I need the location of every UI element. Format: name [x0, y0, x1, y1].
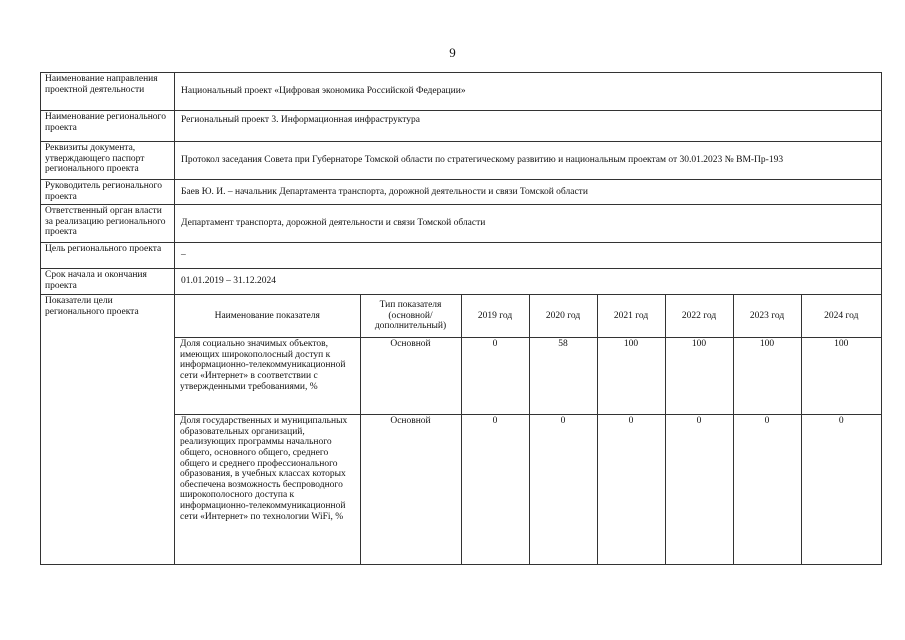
table-row — [41, 142, 882, 180]
header-year: 2021 год — [597, 295, 665, 338]
indicator-row — [175, 415, 881, 564]
indicator-value: 0 — [801, 415, 881, 564]
indicator-value: 100 — [597, 338, 665, 415]
indicator-value: 0 — [733, 415, 801, 564]
indicator-value: 0 — [461, 338, 529, 415]
indicators-label: Показатели цели регионального проекта — [41, 295, 175, 565]
project-passport-table — [40, 72, 882, 565]
header-year: 2022 год — [665, 295, 733, 338]
table-row — [41, 243, 882, 269]
indicator-row — [175, 338, 881, 415]
row-label: Срок начала и окончания проекта — [41, 269, 175, 295]
row-value: Национальный проект «Цифровая экономика Российской Федерации» — [175, 73, 882, 111]
page-number: 9 — [449, 45, 456, 60]
row-value: Протокол заседания Совета при Губернаторе Томской области по стратегическому развитию и национальным проектам от 30.01.2023 № ВМ-Пр-193 — [175, 142, 882, 180]
table-row — [41, 73, 882, 111]
row-label: Цель регионального проекта — [41, 243, 175, 269]
indicator-value: 100 — [733, 338, 801, 415]
table-row — [41, 111, 882, 142]
table-row — [41, 205, 882, 243]
row-value: Региональный проект 3. Информационная инфраструктура — [175, 111, 882, 142]
row-label: Руководитель регионального проекта — [41, 180, 175, 205]
header-indicator-name: Наименование показателя — [175, 295, 360, 338]
indicators-cell — [175, 295, 882, 565]
row-value: – — [175, 243, 882, 269]
indicators-table — [175, 295, 881, 564]
indicator-type: Основной — [360, 338, 461, 415]
indicator-value: 0 — [597, 415, 665, 564]
row-label: Ответственный орган власти за реализацию регионального проекта — [41, 205, 175, 243]
row-label: Наименование направления проектной деятельности — [41, 73, 175, 111]
indicator-value: 0 — [461, 415, 529, 564]
row-value: Баев Ю. И. – начальник Департамента транспорта, дорожной деятельности и связи Томской области — [175, 180, 882, 205]
indicator-value: 0 — [529, 415, 597, 564]
header-indicator-type: Тип показателя (основной/ дополнительный) — [360, 295, 461, 338]
header-year: 2019 год — [461, 295, 529, 338]
indicator-name: Доля социально значимых объектов, имеющих широкополосный доступ к информационно-телекоммуникационной сети «Интернет» в соответствии с утвержденными требованиями, % — [175, 338, 360, 415]
indicators-row — [41, 295, 882, 565]
header-year: 2020 год — [529, 295, 597, 338]
table-row — [41, 180, 882, 205]
row-label: Реквизиты документа, утверждающего паспорт регионального проекта — [41, 142, 175, 180]
table-row — [41, 269, 882, 295]
header-year: 2023 год — [733, 295, 801, 338]
indicator-value: 100 — [665, 338, 733, 415]
indicator-value: 100 — [801, 338, 881, 415]
indicator-type: Основной — [360, 415, 461, 564]
row-value: 01.01.2019 – 31.12.2024 — [175, 269, 882, 295]
header-year: 2024 год — [801, 295, 881, 338]
indicator-value: 58 — [529, 338, 597, 415]
indicators-header-row — [175, 295, 881, 338]
row-value: Департамент транспорта, дорожной деятельности и связи Томской области — [175, 205, 882, 243]
indicator-name: Доля государственных и муниципальных образовательных организаций, реализующих программы начального общего, основного общего, среднего общего и среднего профессионального образования, в учебных классах которых обеспечена возможность беспроводного широкополосного доступа к информационно-телекоммуникационной сети «Интернет» по технологии WiFi, % — [175, 415, 360, 564]
indicator-value: 0 — [665, 415, 733, 564]
row-label: Наименование регионального проекта — [41, 111, 175, 142]
